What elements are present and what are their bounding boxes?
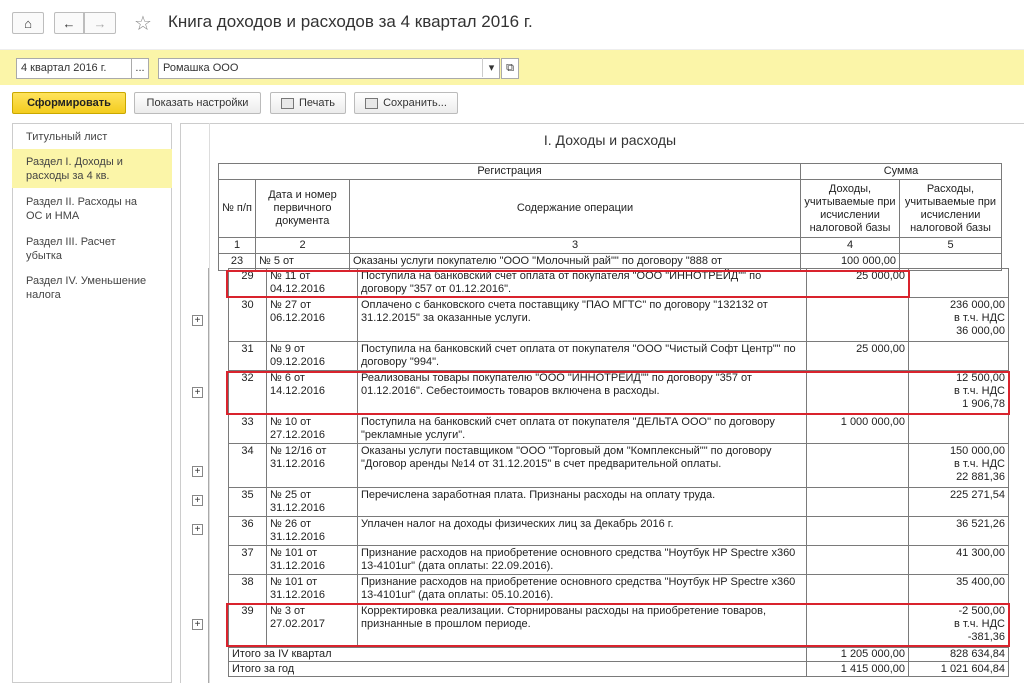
header-date-doc: Дата и номер первичного документа (256, 180, 350, 238)
favorite-star-icon[interactable]: ☆ (134, 13, 152, 35)
row-doc: № 11 от 04.12.2016 (267, 269, 358, 298)
home-button[interactable] (12, 12, 44, 34)
row-num: 37 (229, 546, 267, 575)
row-income (807, 517, 909, 546)
row-income: 25 000,00 (807, 269, 909, 298)
row-income: 25 000,00 (807, 342, 909, 371)
row-income (807, 575, 909, 604)
row-content: Оказаны услуги покупателю "ООО "Молочный рай"" по договору "888 от (350, 254, 801, 271)
sidebar-item-section-3[interactable]: Раздел III. Расчет убытка (26, 236, 116, 262)
organization-input[interactable]: Ромашка ООО (158, 58, 500, 79)
total-expense: 1 021 604,84 (909, 662, 1009, 677)
report-body-table (228, 268, 1009, 648)
expand-plus-icon[interactable]: + (192, 387, 203, 398)
page-title: Книга доходов и расходов за 4 квартал 2016 г. (168, 12, 533, 31)
row-doc: № 101 от 31.12.2016 (267, 546, 358, 575)
arrow-left-icon: ← (62, 15, 76, 31)
arrow-right-icon: → (93, 15, 107, 31)
table-row[interactable] (229, 546, 1009, 575)
row-expense: 225 271,54 (909, 488, 1009, 517)
table-row[interactable] (229, 575, 1009, 604)
row-num: 34 (229, 444, 267, 488)
group-gutter (180, 123, 210, 683)
expand-plus-icon[interactable]: + (192, 466, 203, 477)
row-doc: № 26 от 31.12.2016 (267, 517, 358, 546)
back-button[interactable] (54, 12, 84, 34)
home-icon: ⌂ (24, 15, 32, 31)
row-content: Оплачено с банковского счета поставщику "ПАО МГТС" по договору "132132 от 31.12.2015" за оказанные услуги. (358, 298, 807, 342)
row-income: 100 000,00 (801, 254, 900, 271)
total-row (229, 662, 1009, 677)
report-totals-table (228, 646, 1009, 677)
row-num: 31 (229, 342, 267, 371)
open-organization-icon[interactable]: ⧉ (501, 58, 519, 79)
row-income (807, 298, 909, 342)
row-expense: 236 000,00 в т.ч. НДС 36 000,00 (909, 298, 1009, 342)
row-doc: № 9 от 09.12.2016 (267, 342, 358, 371)
sidebar-item-section-1[interactable]: Раздел I. Доходы и расходы за 4 кв. (26, 156, 123, 182)
sidebar-item-section-4[interactable]: Раздел IV. Уменьшение налога (26, 275, 147, 301)
table-row[interactable] (229, 371, 1009, 415)
col-index: 2 (256, 238, 350, 254)
row-content: Перечислена заработная плата. Признаны расходы на оплату труда. (358, 488, 807, 517)
row-content: Поступила на банковский счет оплата от покупателя "ООО "ИННОТРЕЙД"" по договору "357 от 01.12.2016". (358, 269, 807, 298)
row-expense: 41 300,00 (909, 546, 1009, 575)
header-content: Содержание операции (350, 180, 801, 238)
row-num: 32 (229, 371, 267, 415)
row-doc: № 10 от 27.12.2016 (267, 415, 358, 444)
row-expense (909, 415, 1009, 444)
forward-button[interactable] (84, 12, 116, 34)
table-row[interactable] (229, 517, 1009, 546)
col-index: 1 (219, 238, 256, 254)
show-settings-button[interactable]: Показать настройки (134, 92, 261, 114)
row-content: Поступила на банковский счет оплата от покупателя "ДЕЛЬТА ООО" по договору "рекламные услуги". (358, 415, 807, 444)
row-expense: 12 500,00 в т.ч. НДС 1 906,78 (909, 371, 1009, 415)
total-row (229, 647, 1009, 662)
table-row[interactable] (229, 604, 1009, 648)
period-select-button[interactable]: ... (131, 58, 149, 79)
sidebar-item-section-2[interactable]: Раздел II. Расходы на ОС и НМА (26, 196, 138, 222)
row-num: 39 (229, 604, 267, 648)
row-content: Оказаны услуги поставщиком "ООО "Торговый дом "Комплексный"" по договору "Договор аренды №14 от 31.12.2015" в счет предварительной оплаты. (358, 444, 807, 488)
row-doc: № 12/16 от 31.12.2016 (267, 444, 358, 488)
col-index: 5 (900, 238, 1002, 254)
row-expense (909, 342, 1009, 371)
floppy-disk-icon (365, 98, 378, 109)
col-index: 3 (350, 238, 801, 254)
header-expense: Расходы, учитываемые при исчислении налоговой базы (900, 180, 1002, 238)
row-doc: № 3 от 27.02.2017 (267, 604, 358, 648)
sidebar-item-title-page[interactable]: Титульный лист (26, 131, 108, 143)
header-income: Доходы, учитываемые при исчислении налоговой базы (801, 180, 900, 238)
row-content: Корректировка реализации. Сторнированы расходы на приобретение товаров, признанные в прошлом периоде. (358, 604, 807, 648)
row-doc: № 101 от 31.12.2016 (267, 575, 358, 604)
col-index: 4 (801, 238, 900, 254)
row-num: 36 (229, 517, 267, 546)
chevron-down-icon[interactable]: ▾ (482, 58, 500, 77)
total-label: Итого за IV квартал (229, 647, 807, 662)
total-income: 1 205 000,00 (807, 647, 909, 662)
table-row[interactable] (229, 415, 1009, 444)
printer-icon (281, 98, 294, 109)
row-expense: -2 500,00 в т.ч. НДС -381,36 (909, 604, 1009, 648)
row-doc: № 27 от 06.12.2016 (267, 298, 358, 342)
save-label: Сохранить... (383, 97, 447, 109)
row-income (807, 488, 909, 517)
report-header-table (218, 163, 1002, 271)
header-sum: Сумма (801, 164, 1002, 180)
row-expense: 36 521,26 (909, 517, 1009, 546)
row-content: Поступила на банковский счет оплата от покупателя "ООО "Чистый Софт Центр"" по договору "994". (358, 342, 807, 371)
expand-plus-icon[interactable]: + (192, 495, 203, 506)
total-expense: 828 634,84 (909, 647, 1009, 662)
row-income (807, 444, 909, 488)
row-num: 30 (229, 298, 267, 342)
row-doc: № 5 от (256, 254, 350, 271)
table-row[interactable] (229, 269, 1009, 298)
expand-plus-icon[interactable]: + (192, 619, 203, 630)
generate-button[interactable]: Сформировать (12, 92, 126, 114)
row-doc: № 6 от 14.12.2016 (267, 371, 358, 415)
row-expense (909, 269, 1009, 298)
row-content: Признание расходов на приобретение основного средства "Ноутбук HP Spectre x360 13-4101ur" (дата оплаты: 05.10.2016). (358, 575, 807, 604)
row-income (807, 604, 909, 648)
table-row[interactable] (229, 298, 1009, 342)
row-expense: 150 000,00 в т.ч. НДС 22 881,36 (909, 444, 1009, 488)
table-row[interactable] (229, 342, 1009, 371)
row-doc: № 25 от 31.12.2016 (267, 488, 358, 517)
save-button[interactable] (354, 92, 458, 114)
row-content: Реализованы товары покупателю "ООО "ИННОТРЕЙД"" по договору "357 от 01.12.2016". Себестоимость товаров включена в расходы. (358, 371, 807, 415)
table-row[interactable] (229, 444, 1009, 488)
row-num: 23 (219, 254, 256, 271)
row-num: 38 (229, 575, 267, 604)
row-content: Уплачен налог на доходы физических лиц за Декабрь 2016 г. (358, 517, 807, 546)
total-income: 1 415 000,00 (807, 662, 909, 677)
header-num: № п/п (219, 180, 256, 238)
row-content: Признание расходов на приобретение основного средства "Ноутбук HP Spectre x360 13-4101ur" (дата оплаты: 22.09.2016). (358, 546, 807, 575)
row-income (807, 371, 909, 415)
period-input[interactable]: 4 квартал 2016 г. (16, 58, 132, 79)
print-label: Печать (298, 97, 336, 109)
table-row[interactable] (229, 488, 1009, 517)
report-title: I. Доходы и расходы (543, 132, 677, 148)
row-num: 33 (229, 415, 267, 444)
row-num: 35 (229, 488, 267, 517)
expand-plus-icon[interactable]: + (192, 315, 203, 326)
group-bracket-line (208, 268, 209, 683)
header-registration: Регистрация (219, 164, 801, 180)
total-label: Итого за год (229, 662, 807, 677)
row-income: 1 000 000,00 (807, 415, 909, 444)
print-button[interactable] (270, 92, 346, 114)
row-income (807, 546, 909, 575)
row-num: 29 (229, 269, 267, 298)
row-expense: 35 400,00 (909, 575, 1009, 604)
expand-plus-icon[interactable]: + (192, 524, 203, 535)
